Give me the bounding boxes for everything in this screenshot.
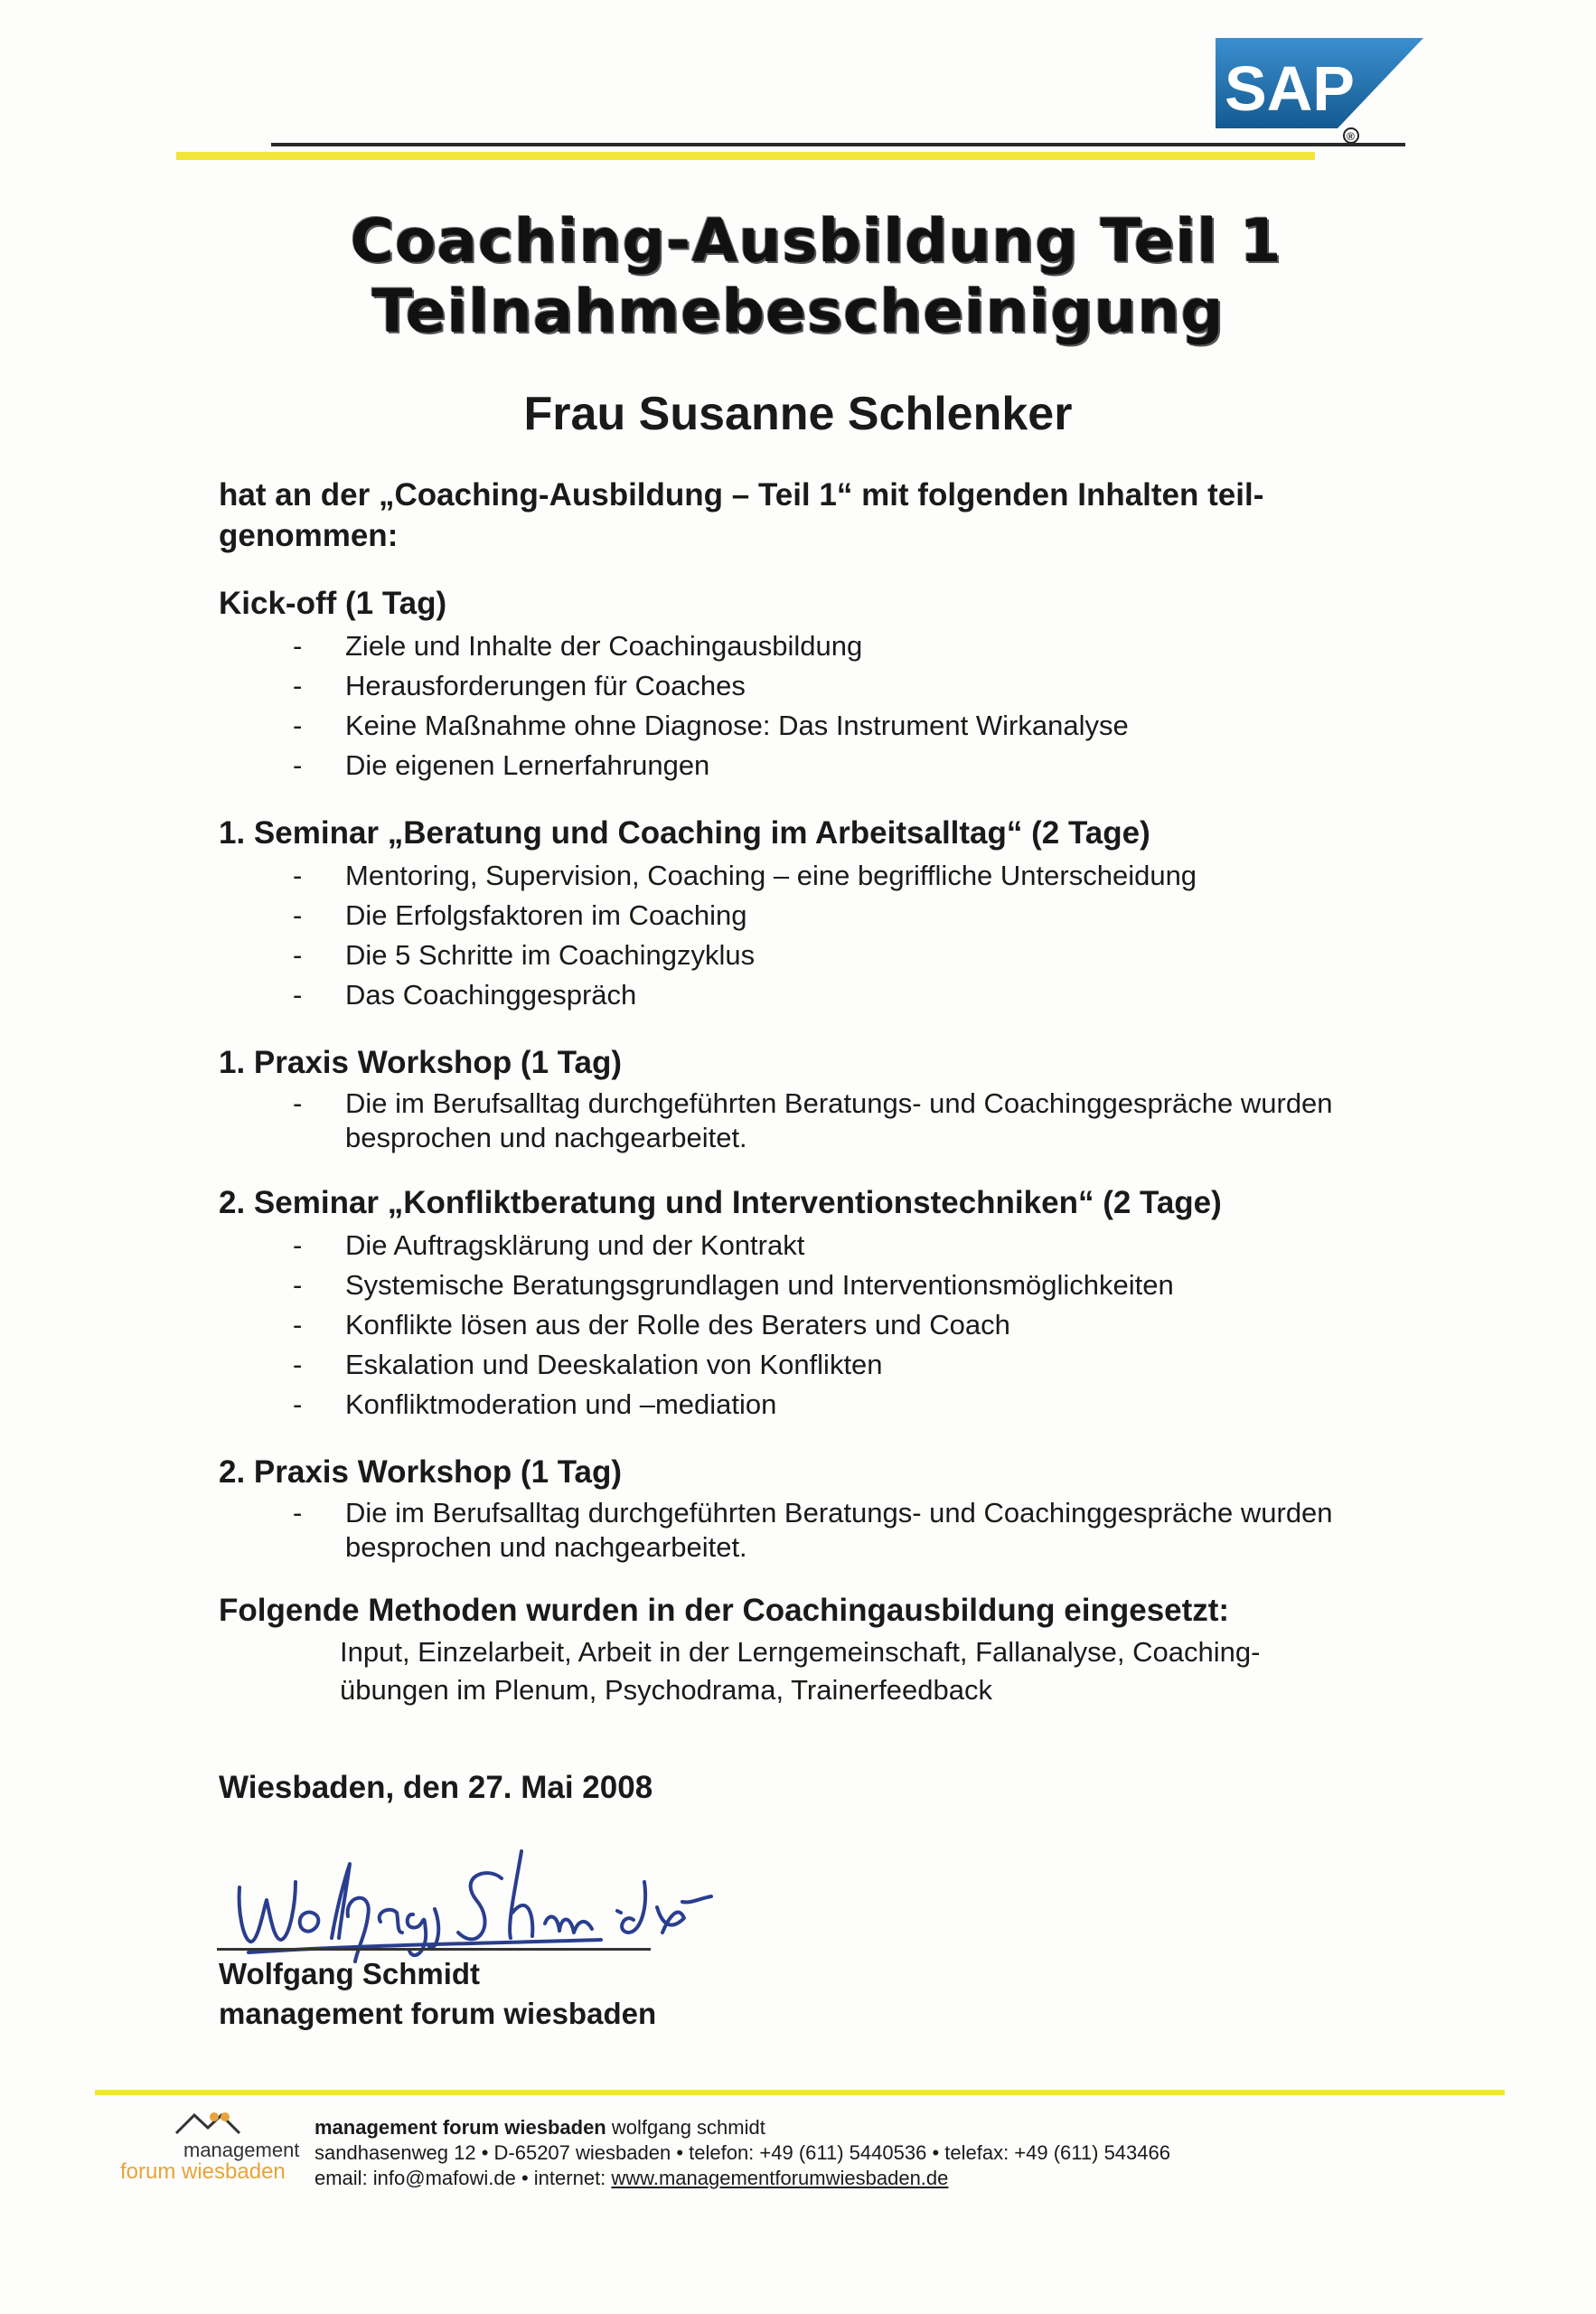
section-heading: 2. Praxis Workshop (1 Tag): [219, 1454, 623, 1490]
list-item: - Die im Berufsalltag durchgeführten Beratungs- und Coachinggespräche wurden besprochen und nachgearbeitet.: [293, 1497, 1333, 1563]
footer-address: sandhasenweg 12 • D-65207 wiesbaden • telefon: +49 (611) 5440536 • telefax: +49 (611) 543466: [315, 2141, 1170, 2164]
section-list: [219, 856, 1357, 1015]
list-item: - Konflikte lösen aus der Rolle des Beraters und Coach: [293, 1309, 1010, 1340]
section-list: [219, 1086, 1357, 1155]
header-rule-dark: [271, 143, 1405, 146]
methods-heading: Folgende Methoden wurden in der Coachingausbildung eingesetzt:: [219, 1593, 1230, 1628]
footer-org-bold: management forum wiesbaden: [315, 2116, 606, 2139]
list-item: - Mentoring, Supervision, Coaching – eine begriffliche Unterscheidung: [293, 860, 1197, 891]
section-seminar-2: [219, 1182, 1357, 1425]
footer-website-link[interactable]: www.managementforumwiesbaden.de: [611, 2167, 949, 2189]
section-workshop-1: [219, 1042, 1357, 1155]
document-title: [0, 206, 1596, 347]
footer-rule-yellow: [95, 2090, 1505, 2095]
methods-text: Input, Einzelarbeit, Arbeit in der Lerngemeinschaft, Fallanalyse, Coaching-übungen im Plenum, Psychodrama, Trainerfeedback: [340, 1636, 1261, 1706]
sap-logo: [1216, 38, 1423, 145]
title-line-1: Coaching-Ausbildung Teil 1: [350, 206, 1282, 276]
list-item: - Die im Berufsalltag durchgeführten Beratungs- und Coachinggespräche wurden besprochen und nachgearbeitet.: [293, 1087, 1333, 1153]
place-date: Wiesbaden, den 27. Mai 2008: [219, 1770, 653, 1805]
section-list: [219, 1226, 1357, 1425]
section-heading: 2. Seminar „Konfliktberatung und Interventionstechniken“ (2 Tage): [219, 1185, 1222, 1220]
list-item: - Konfliktmoderation und –mediation: [293, 1388, 777, 1420]
section-seminar-1: [219, 813, 1357, 1015]
list-item: - Ziele und Inhalte der Coachingausbildung: [293, 630, 863, 662]
section-heading: 1. Seminar „Beratung und Coaching im Arbeitsalltag“ (2 Tage): [219, 815, 1150, 851]
section-workshop-2: [219, 1452, 1357, 1565]
footer-line-3: [315, 2166, 1170, 2191]
list-item: - Keine Maßnahme ohne Diagnose: Das Instrument Wirkanalyse: [293, 710, 1129, 741]
section-heading: Kick-off (1 Tag): [219, 586, 447, 621]
footer-line-1: [315, 2115, 1170, 2140]
section-heading: 1. Praxis Workshop (1 Tag): [219, 1045, 623, 1080]
registered-mark: ®: [1347, 130, 1355, 143]
list-item: - Das Coachinggespräch: [293, 979, 637, 1011]
signer-organization: management forum wiesbaden: [219, 1997, 657, 2030]
list-item: - Eskalation und Deeskalation von Konflikten: [293, 1349, 883, 1380]
list-item: - Herausforderungen für Coaches: [293, 670, 746, 701]
section-list: [219, 626, 1357, 785]
methods-section: [219, 1590, 1357, 1709]
signer-name: Wolfgang Schmidt: [219, 1957, 481, 1990]
logo-text-top: management: [183, 2139, 300, 2161]
list-item: - Die Erfolgsfaktoren im Coaching: [293, 899, 747, 931]
management-forum-logo: [113, 2106, 307, 2187]
list-item: - Die eigenen Lernerfahrungen: [293, 749, 710, 781]
certificate-content: [219, 475, 1357, 1709]
list-item: - Systemische Beratungsgrundlagen und Interventionsmöglichkeiten: [293, 1269, 1174, 1301]
section-list: [219, 1496, 1357, 1565]
section-kickoff: [219, 583, 1357, 785]
logo-text-bottom: forum wiesbaden: [120, 2159, 286, 2184]
header-rule-yellow: [176, 152, 1315, 160]
signature-line: [217, 1948, 651, 1951]
sap-logo-text: SAP: [1225, 53, 1355, 124]
list-item: - Die Auftragsklärung und der Kontrakt: [293, 1229, 805, 1261]
list-item: - Die 5 Schritte im Coachingzyklus: [293, 939, 756, 971]
footer-email: email: info@mafowi.de • internet:: [315, 2167, 612, 2189]
footer-org-name: wolfgang schmidt: [611, 2116, 765, 2139]
footer-contact: [315, 2115, 1170, 2191]
intro-text: hat an der „Coaching-Ausbildung – Teil 1“ mit folgenden Inhalten teil-genommen:: [219, 477, 1264, 553]
title-line-2: Teilnahmebescheinigung: [371, 277, 1225, 346]
recipient-name: Frau Susanne Schlenker: [523, 388, 1073, 440]
